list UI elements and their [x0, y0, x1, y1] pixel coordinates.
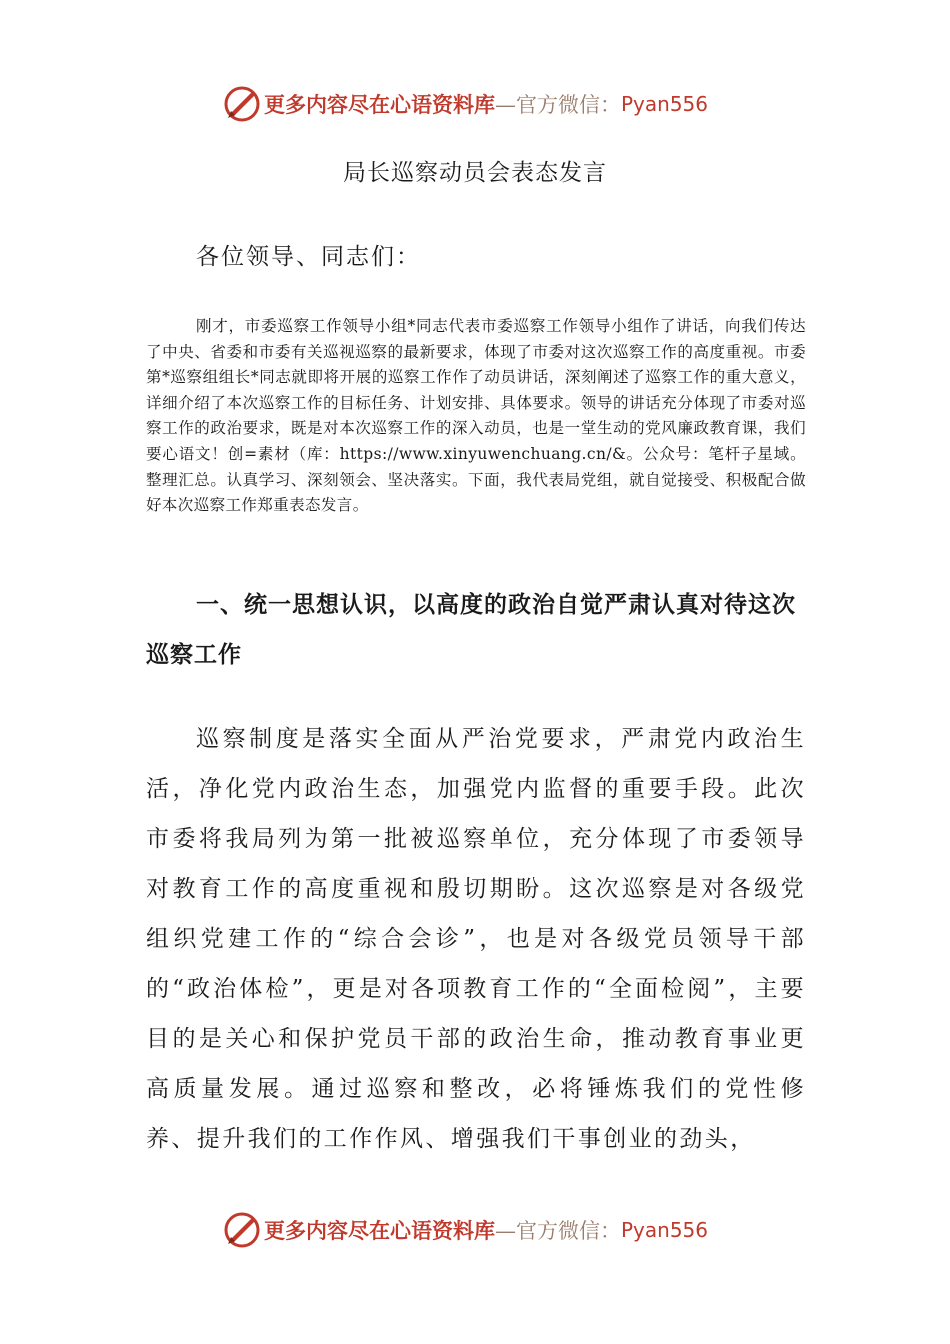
pen-logo-icon: [222, 84, 262, 124]
banner-brand-text: 更多内容尽在心语资料库: [264, 1218, 495, 1243]
banner-separator-text: —官方微信：: [495, 1219, 621, 1243]
intro-paragraph: 刚才，市委巡察工作领导小组*同志代表市委巡察工作领导小组作了讲话，向我们传达了中央、省委和市委有关巡视巡察的最新要求，体现了市委对这次巡察工作的高度重视。市委第*巡察组组长*同志就即将开展的巡察工作作了动员讲话，深刻阐述了巡察工作的重大意义，详细介绍了本次巡察工作的目标任务、计划安排、具体要求。领导的讲话充分体现了市委对巡察工作的政治要求，既是对本次巡察工作的深入动员，也是一堂生动的党风廉政教育课，我们要心语文！创=素材（库：https://www.xinyuwenchuang.cn/&。公众号：笔杆子星域。整理汇总。认真学习、深刻领会、坚决落实。下面，我代表局党组，就自觉接受、积极配合做好本次巡察工作郑重表态发言。: [146, 317, 806, 515]
banner-separator-text: —官方微信：: [495, 93, 621, 117]
banner-wechat-id: Pyan556: [621, 92, 709, 116]
section-body-1: 巡察制度是落实全面从严治党要求，严肃党内政治生活，净化党内政治生态，加强党内监督的重要手段。此次市委将我局列为第一批被巡察单位，充分体现了市委领导对教育工作的高度重视和殷切期盼。这次巡察是对各级党组织党建工作的“综合会诊”，也是对各级党员领导干部的“政治体检”，更是对各项教育工作的“全面检阅”，主要目的是关心和保护党员干部的政治生命，推动教育事业更高质量发展。通过巡察和整改，必将锤炼我们的党性修养、提升我们的工作作风、增强我们干事创业的劲头，: [146, 726, 806, 1152]
section-heading-1: 一、统一思想认识，以高度的政治自觉严肃认真对待这次巡察工作: [146, 591, 796, 668]
banner-brand-text: 更多内容尽在心语资料库: [264, 92, 495, 117]
salutation: 各位领导、同志们：: [196, 244, 421, 270]
footer-watermark-banner: [222, 1210, 708, 1250]
header-watermark-banner: [222, 84, 708, 124]
banner-wechat-id: Pyan556: [621, 1218, 709, 1242]
pen-logo-icon: [222, 1210, 262, 1250]
document-title: 局长巡察动员会表态发言: [343, 160, 607, 186]
